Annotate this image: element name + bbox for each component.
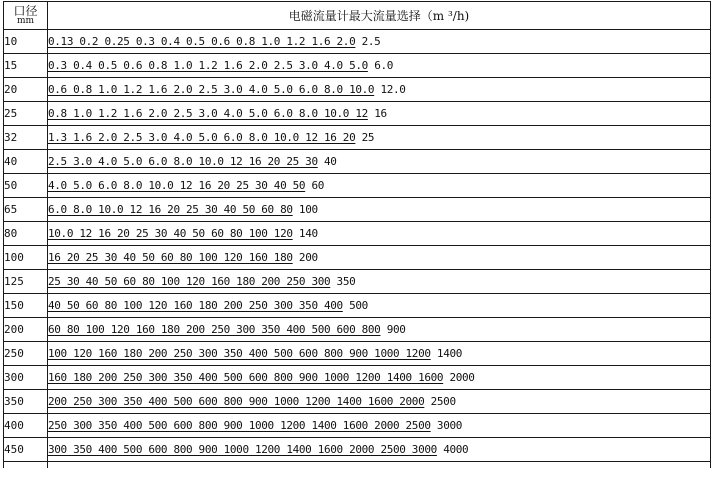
- flow-values-cell: [48, 78, 711, 102]
- table-row: [4, 318, 711, 342]
- flow-max-value: 4000: [443, 443, 469, 456]
- flow-values-cell: [48, 246, 711, 270]
- dn-cell: 10: [4, 30, 48, 54]
- flow-values-cell: [48, 126, 711, 150]
- dn-cell: 32: [4, 126, 48, 150]
- flow-values-cell: [48, 390, 711, 414]
- table-row: [4, 126, 711, 150]
- dn-cell: 125: [4, 270, 48, 294]
- flow-values-cell: [48, 102, 711, 126]
- dn-header-label: 口径: [13, 3, 38, 18]
- flow-selection-sheet: [3, 1, 710, 482]
- table-row: [4, 102, 711, 126]
- flow-range-values: 160 180 200 250 300 350 400 500 600 800 900 1000 1200 1400 1600: [48, 371, 444, 384]
- dn-cell: 25: [4, 102, 48, 126]
- flow-values-cell: [48, 414, 711, 438]
- flow-range-values: 250 300 350 400 500 600 800 900 1000 1200 1400 1600 2000 2500: [48, 419, 431, 432]
- flow-range-values: 16 20 25 30 40 50 60 80 100 120 160 180: [48, 251, 293, 264]
- flow-values-cell: [48, 294, 711, 318]
- flow-range-values: 0.8 1.0 1.2 1.6 2.0 2.5 3.0 4.0 5.0 6.0 8.0 10.0 12: [48, 107, 368, 120]
- flow-max-value: 2.5: [361, 35, 381, 48]
- flow-range-values: 25 30 40 50 60 80 100 120 160 180 200 250 300: [48, 275, 331, 288]
- dn-cell: 300: [4, 366, 48, 390]
- flow-range-values: 1.3 1.6 2.0 2.5 3.0 4.0 5.0 6.0 8.0 10.0 12 16 20: [48, 131, 356, 144]
- flow-range-values: 10.0 12 16 20 25 30 40 50 60 80 100 120: [48, 227, 293, 240]
- flow-values-cell: [48, 438, 711, 462]
- dn-cell: 150: [4, 294, 48, 318]
- table-row: [4, 198, 711, 222]
- flow-max-value: 25: [361, 131, 375, 144]
- dn-cell: 80: [4, 222, 48, 246]
- dn-cell: 200: [4, 318, 48, 342]
- flow-range-values: 300 350 400 500 600 800 900 1000 1200 1400 1600 2000 2500 3000: [48, 443, 437, 456]
- flow-max-value: 16: [374, 107, 387, 120]
- flow-range-values: 100 120 160 180 200 250 300 350 400 500 600 800 900 1000 1200: [48, 347, 431, 360]
- table-row: [4, 78, 711, 102]
- dn-cell: 65: [4, 198, 48, 222]
- dn-cell: 20: [4, 78, 48, 102]
- flow-max-value: 2000: [449, 371, 475, 384]
- flow-values-cell: [48, 318, 711, 342]
- dn-cell: 250: [4, 342, 48, 366]
- flow-max-value: 40: [324, 155, 337, 168]
- flow-range-values: 60 80 100 120 160 180 200 250 300 350 400 500 600 800: [48, 323, 381, 336]
- flow-max-value: 500: [349, 299, 368, 312]
- header-row: [4, 2, 711, 30]
- flow-max-value: 1400: [436, 347, 463, 360]
- flow-values-cell: [48, 342, 711, 366]
- flow-values-cell: [48, 462, 711, 469]
- flow-selection-table: [3, 1, 711, 468]
- table-row: [4, 150, 711, 174]
- flow-max-value: 12.0: [380, 83, 406, 96]
- flow-range-values: 0.6 0.8 1.0 1.2 1.6 2.0 2.5 3.0 4.0 5.0 6.0 8.0 10.0: [48, 83, 375, 96]
- table-row: [4, 270, 711, 294]
- dn-cell: 100: [4, 246, 48, 270]
- dn-cell: 15: [4, 54, 48, 78]
- table-row: [4, 30, 711, 54]
- dn-cell: 450: [4, 438, 48, 462]
- dn-column-header: [4, 2, 48, 30]
- flow-values-cell: [48, 54, 711, 78]
- flow-values-cell: [48, 150, 711, 174]
- table-row: [4, 414, 711, 438]
- flow-max-value: 3000: [436, 419, 463, 432]
- flow-range-values: 6.0 8.0 10.0 12 16 20 25 30 40 50 60 80: [48, 203, 293, 216]
- table-row: [4, 294, 711, 318]
- flow-max-value: 60: [311, 179, 325, 192]
- flow-values-cell: [48, 222, 711, 246]
- flow-max-value: 6.0: [374, 59, 394, 72]
- flow-max-value: 350: [336, 275, 356, 288]
- flow-range-values: 2.5 3.0 4.0 5.0 6.0 8.0 10.0 12 16 20 25 30: [48, 155, 318, 168]
- table-row: [4, 174, 711, 198]
- dn-cell: 40: [4, 150, 48, 174]
- dn-cell: 400: [4, 414, 48, 438]
- flow-values-cell: [48, 366, 711, 390]
- table-row: [4, 246, 711, 270]
- table-row: [4, 222, 711, 246]
- table-row: [4, 342, 711, 366]
- table-row: [4, 54, 711, 78]
- table-body: [4, 30, 711, 469]
- dn-cell: 350: [4, 390, 48, 414]
- flow-max-value: 100: [298, 203, 318, 216]
- table-row: [4, 390, 711, 414]
- flow-max-value: 2500: [430, 395, 456, 408]
- flow-max-value: 140: [298, 227, 318, 240]
- flow-range-values: 0.3 0.4 0.5 0.6 0.8 1.0 1.2 1.6 2.0 2.5 3.0 4.0 5.0: [48, 59, 368, 72]
- flow-values-cell: [48, 30, 711, 54]
- flow-values-cell: [48, 198, 711, 222]
- table-row: [4, 438, 711, 462]
- flow-range-values: 4.0 5.0 6.0 8.0 10.0 12 16 20 25 30 40 50: [48, 179, 306, 192]
- flow-range-values: 0.13 0.2 0.25 0.3 0.4 0.5 0.6 0.8 1.0 1.2 1.6 2.0: [48, 35, 356, 48]
- flow-range-values: 40 50 60 80 100 120 160 180 200 250 300 350 400: [48, 299, 343, 312]
- dn-header-unit: mm: [16, 15, 35, 26]
- dn-cell: [4, 462, 48, 469]
- flow-column-header: 电磁流量计最大流量选择（m ³/h): [48, 2, 711, 30]
- flow-max-value: 200: [298, 251, 318, 264]
- flow-values-cell: [48, 270, 711, 294]
- table-row: [4, 366, 711, 390]
- table-row-partial: [4, 462, 711, 469]
- flow-values-cell: [48, 174, 711, 198]
- flow-range-values: 200 250 300 350 400 500 600 800 900 1000 1200 1400 1600 2000: [48, 395, 425, 408]
- flow-max-value: 900: [386, 323, 406, 336]
- dn-cell: 50: [4, 174, 48, 198]
